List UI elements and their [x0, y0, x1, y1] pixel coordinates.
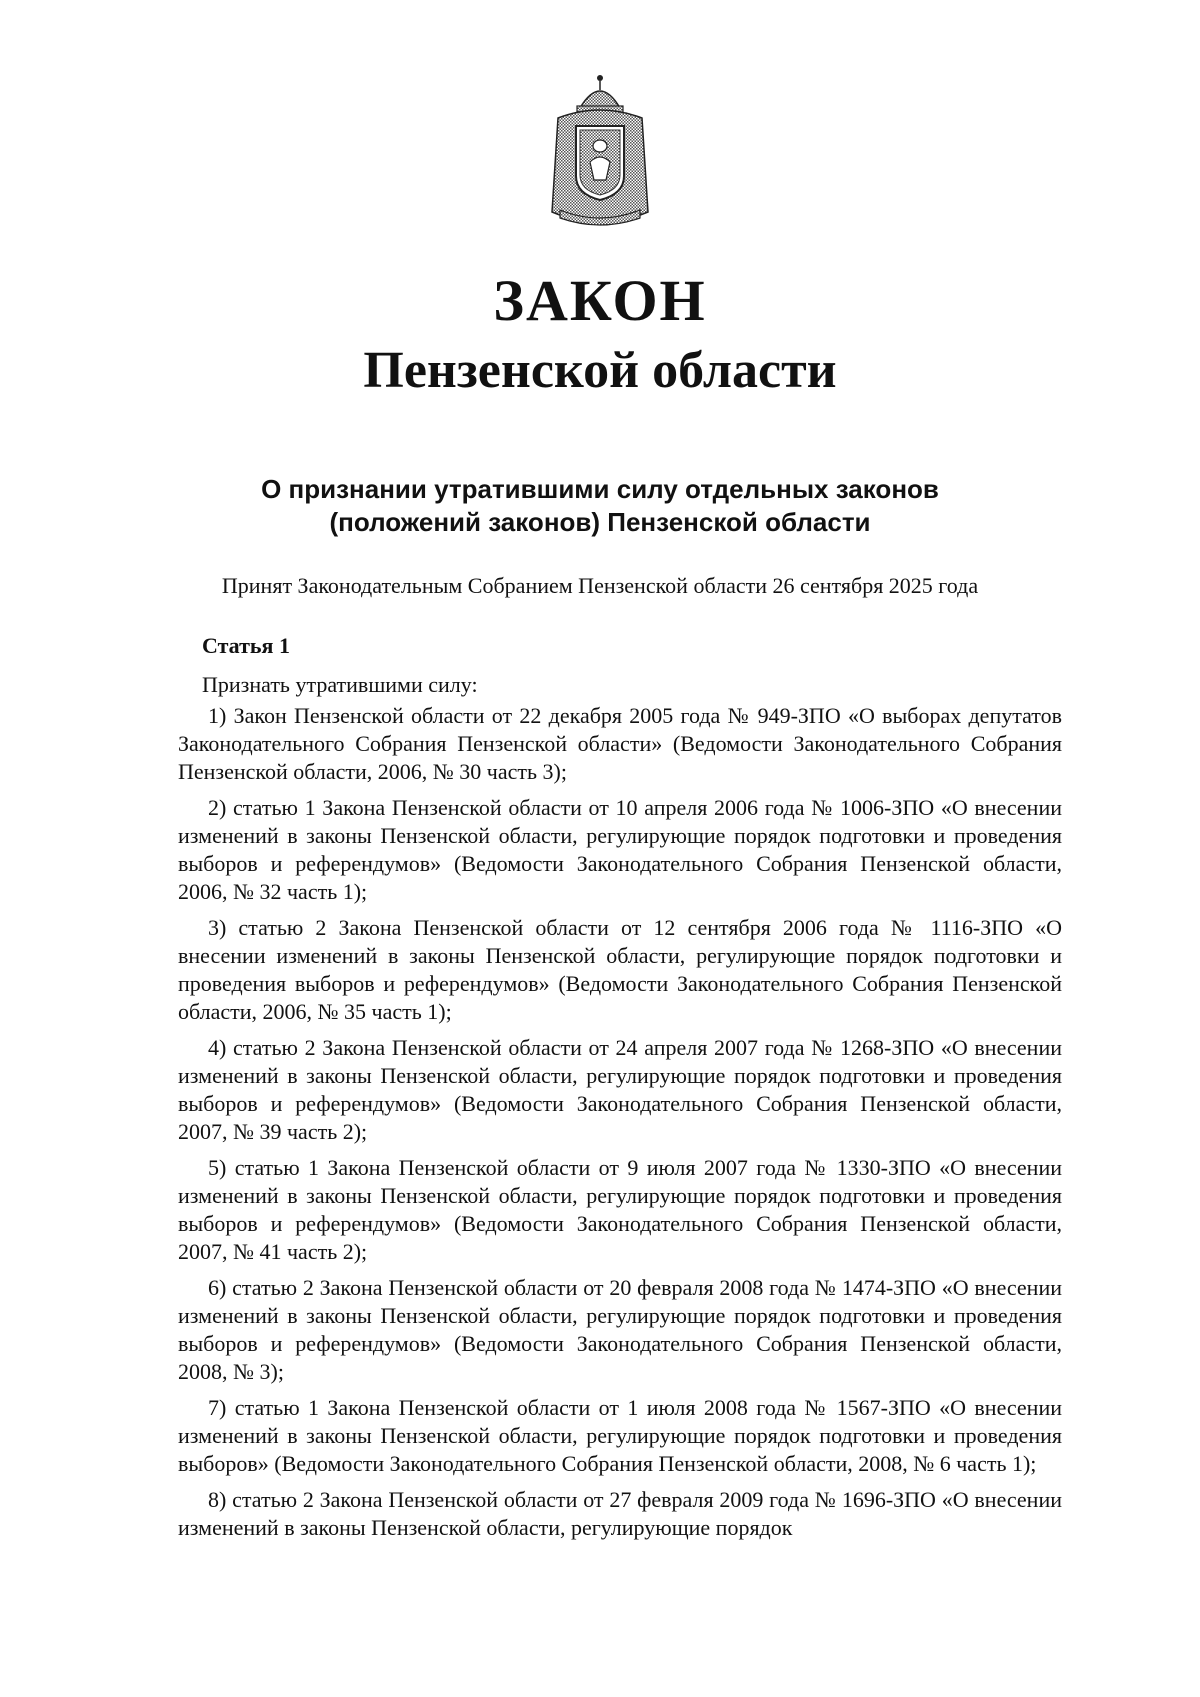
- list-item-text: статью 2 Закона Пензенской области от 12 сентября 2006 года № 1116-ЗПО «О внесении изменений в законы Пензенской области, регулирующие порядок подготовки и проведения выборов и референдумов» (Ведомости Законодательного Собрания Пензенской области, 2006, № 35 часть 1);: [178, 915, 1062, 1024]
- list-item-number: 1): [208, 703, 227, 728]
- list-item: [178, 1274, 1062, 1386]
- list-item: [178, 1394, 1062, 1478]
- article-heading: Статья 1: [202, 633, 290, 658]
- law-subject-line: (положений законов) Пензенской области: [329, 507, 871, 537]
- list-item-number: 7): [208, 1395, 227, 1420]
- adoption-note: Принят Законодательным Собранием Пензенской области 26 сентября 2025 года: [221, 573, 979, 598]
- document-subtitle: Пензенской области: [363, 342, 837, 399]
- list-item: [178, 794, 1062, 906]
- list-item-text: статью 1 Закона Пензенской области от 9 июля 2007 года № 1330-ЗПО «О внесении изменений в законы Пензенской области, регулирующие порядок подготовки и проведения выборов и референдумов» (Ведомости Законодательного Собрания Пензенской области, 2007, № 41 часть 2);: [178, 1155, 1062, 1264]
- list-item: [178, 702, 1062, 786]
- list-item-number: 8): [208, 1487, 227, 1512]
- list-item-number: 3): [208, 915, 227, 940]
- list-item-text: статью 2 Закона Пензенской области от 20 февраля 2008 года № 1474-ЗПО «О внесении изменений в законы Пензенской области, регулирующие порядок подготовки и проведения выборов и референдумов» (Ведомости Законодательного Собрания Пензенской области, 2008, № 3);: [178, 1275, 1062, 1384]
- article-body: [178, 632, 1062, 1550]
- list-item-text: статью 1 Закона Пензенской области от 1 июля 2008 года № 1567-ЗПО «О внесении изменений в законы Пензенской области, регулирующие порядок подготовки и проведения выборов» (Ведомости Законодательного Собрания Пензенской области, 2008, № 6 часть 1);: [178, 1395, 1062, 1476]
- list-item-number: 4): [208, 1035, 227, 1060]
- list-item: [178, 1034, 1062, 1146]
- list-item-text: Закон Пензенской области от 22 декабря 2005 года № 949-ЗПО «О выборах депутатов Законодательного Собрания Пензенской области» (Ведомости Законодательного Собрания Пензенской области, 2006, № 30 часть 3);: [178, 703, 1063, 784]
- coat-of-arms-icon: [540, 70, 660, 230]
- list-item-text: статью 1 Закона Пензенской области от 10 апреля 2006 года № 1006-ЗПО «О внесении изменений в законы Пензенской области, регулирующие порядок подготовки и проведения выборов и референдумов» (Ведомости Законодательного Собрания Пензенской области, 2006, № 32 часть 1);: [178, 795, 1063, 904]
- list-item-text: статью 2 Закона Пензенской области от 24 апреля 2007 года № 1268-ЗПО «О внесении изменений в законы Пензенской области, регулирующие порядок подготовки и проведения выборов и референдумов» (Ведомости Законодательного Собрания Пензенской области, 2007, № 39 часть 2);: [178, 1035, 1063, 1144]
- list-item-text: статью 2 Закона Пензенской области от 27 февраля 2009 года № 1696-ЗПО «О внесении изменений в законы Пензенской области, регулирующие порядок: [178, 1487, 1062, 1540]
- list-item-number: 5): [208, 1155, 227, 1180]
- list-item: [178, 1486, 1062, 1542]
- law-subject-line: О признании утратившими силу отдельных законов: [261, 474, 939, 504]
- document-title: ЗАКОН: [493, 268, 707, 333]
- list-item-number: 2): [208, 795, 227, 820]
- law-subject: [0, 473, 1200, 539]
- list-item: [178, 1154, 1062, 1266]
- article-intro: Признать утратившими силу:: [202, 672, 478, 697]
- list-item-number: 6): [208, 1275, 227, 1300]
- list-item: [178, 914, 1062, 1026]
